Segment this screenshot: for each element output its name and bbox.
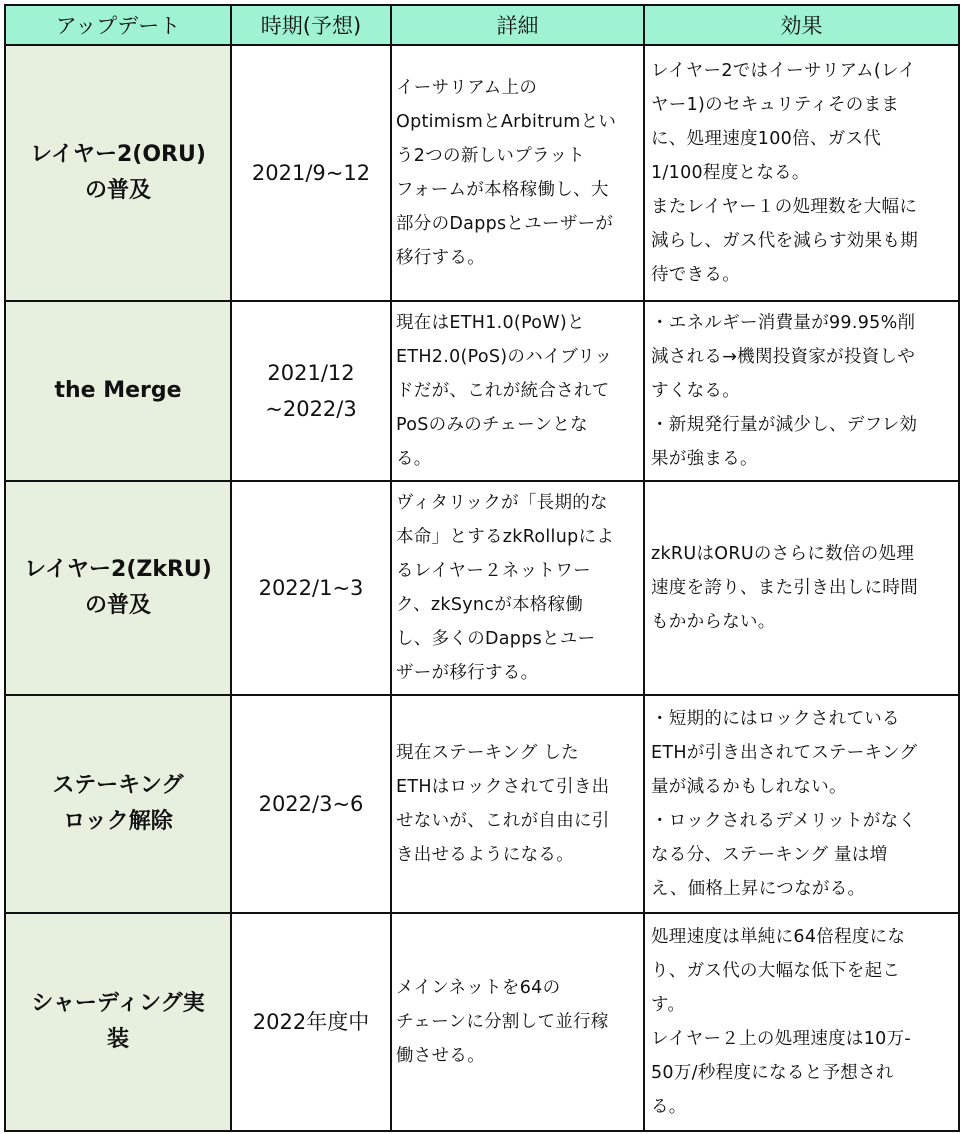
table-body — [5, 45, 959, 1131]
effect-cell: ・短期的にはロックされている ETHが引き出されてステーキング 量が減るかもしれない。 ・ロックされるデメリットがなく なる分、ステーキング 量は増 え、価格上昇につながる。 — [644, 695, 959, 913]
table-row — [5, 301, 959, 481]
header-effect: 効果 — [644, 5, 959, 45]
update-name-cell: シャーディング実 装 — [5, 913, 231, 1131]
detail-cell: 現在はETH1.0(PoW)と ETH2.0(PoS)のハイブリッ ドだが、これが統合されて PoSのみのチェーンとな る。 — [391, 301, 644, 481]
update-name-cell: レイヤー2(ORU) の普及 — [5, 45, 231, 301]
table-row — [5, 45, 959, 301]
effect-cell: 処理速度は単純に64倍程度にな り、ガス代の大幅な低下を起こ す。 レイヤー２上の処理速度は10万- 50万/秒程度になると予想され る。 — [644, 913, 959, 1131]
header-period: 時期(予想) — [231, 5, 391, 45]
table-row — [5, 913, 959, 1131]
period-cell: 2021/9~12 — [231, 45, 391, 301]
effect-cell: ・エネルギー消費量が99.95%削 減される→機関投資家が投資しや すくなる。 ・新規発行量が減少し、デフレ効 果が強まる。 — [644, 301, 959, 481]
period-cell: 2022年度中 — [231, 913, 391, 1131]
detail-cell: イーサリアム上の OptimismとArbitrumとい う2つの新しいプラット フォームが本格稼働し、大 部分のDappsとユーザーが 移行する。 — [391, 45, 644, 301]
header-update: アップデート — [5, 5, 231, 45]
period-cell: 2022/1~3 — [231, 481, 391, 695]
upgrade-roadmap-table-container — [4, 4, 958, 1132]
detail-cell: ヴィタリックが「長期的な 本命」とするzkRollupによ るレイヤー２ネットワー ク、zkSyncが本格稼働 し、多くのDappsとユー ザーが移行する。 — [391, 481, 644, 695]
table-row — [5, 481, 959, 695]
table-row — [5, 695, 959, 913]
table-header — [5, 5, 959, 45]
effect-cell: レイヤー2ではイーサリアム(レイ ヤー1)のセキュリティそのまま に、処理速度100倍、ガス代 1/100程度となる。 またレイヤー１の処理数を大幅に 減らし、ガス代を減らす効果も期 待できる。 — [644, 45, 959, 301]
period-cell: 2022/3~6 — [231, 695, 391, 913]
header-detail: 詳細 — [391, 5, 644, 45]
detail-cell: メインネットを64の チェーンに分割して並行稼 働させる。 — [391, 913, 644, 1131]
header-row — [5, 5, 959, 45]
effect-cell: zkRUはORUのさらに数倍の処理 速度を誇り、また引き出しに時間 もかからない。 — [644, 481, 959, 695]
upgrade-roadmap-table — [4, 4, 960, 1132]
detail-cell: 現在ステーキング した ETHはロックされて引き出 せないが、これが自由に引 き出せるようになる。 — [391, 695, 644, 913]
update-name-cell: レイヤー2(ZkRU) の普及 — [5, 481, 231, 695]
update-name-cell: the Merge — [5, 301, 231, 481]
update-name-cell: ステーキング ロック解除 — [5, 695, 231, 913]
period-cell: 2021/12 ~2022/3 — [231, 301, 391, 481]
